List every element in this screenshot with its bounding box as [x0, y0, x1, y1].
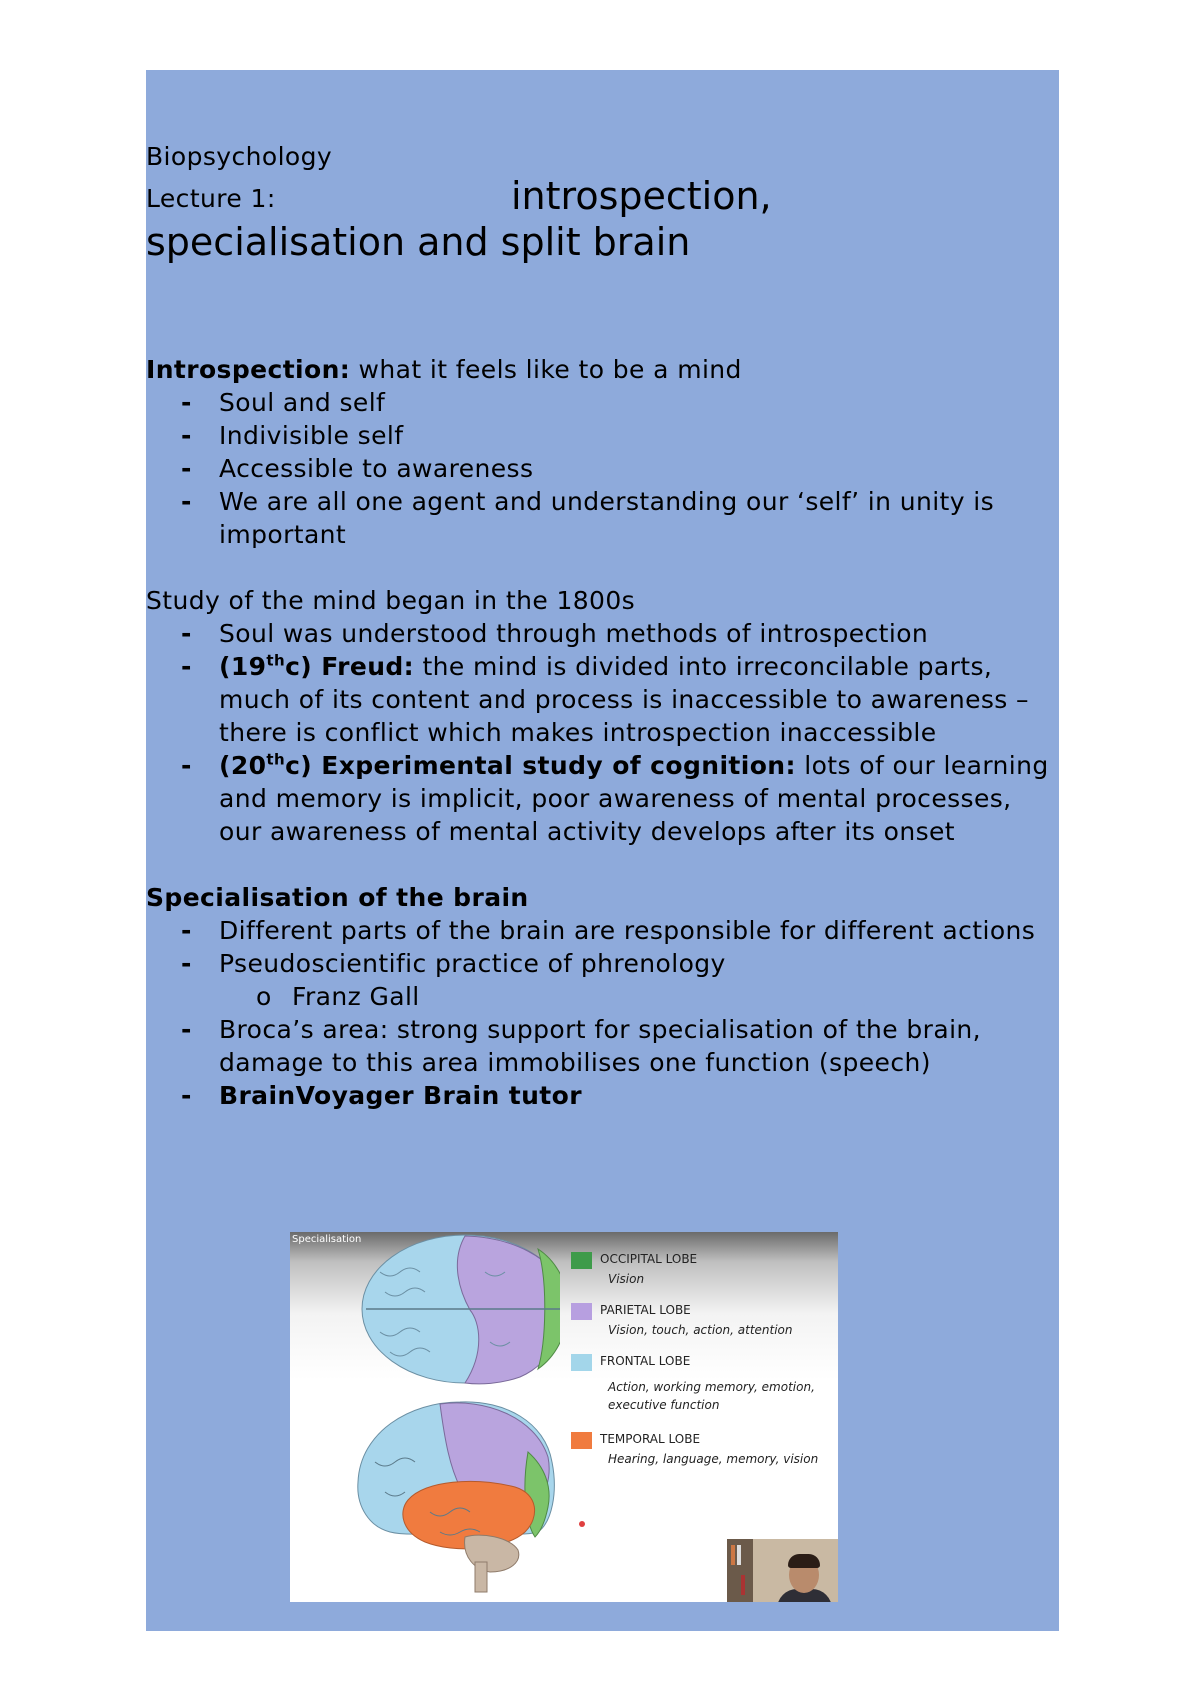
legend-lobe-function: Hearing, language, memory, vision [608, 1452, 819, 1466]
legend-lobe-function: Vision, touch, action, attention [608, 1323, 793, 1337]
dash-bullet: - [181, 619, 192, 648]
list-item-freud [146, 650, 1059, 749]
dash-bullet: - [181, 388, 192, 417]
study-intro: Study of the mind began in the 1800s [146, 586, 636, 615]
legend-lobe-name: TEMPORAL LOBE [600, 1432, 701, 1446]
circle-bullet: o [256, 982, 272, 1011]
list-item-text: Franz Gall [292, 982, 420, 1011]
study-list [146, 617, 1059, 848]
specialisation-list [146, 914, 1059, 1112]
century-label: (19 [219, 652, 267, 681]
list-item-text: lots of our learning and memory is implicit, poor awareness of mental processes, our awareness of mental activity develops after its onset [219, 751, 1049, 846]
introspection-definition: what it feels like to be a mind [350, 355, 742, 384]
brain-illustration [290, 1232, 560, 1602]
dash-bullet: - [181, 949, 192, 978]
course-title: Biopsychology [146, 142, 333, 171]
list-item [146, 419, 1059, 452]
list-item-text: BrainVoyager Brain tutor [219, 1081, 582, 1110]
parietal-swatch [571, 1303, 592, 1320]
experimental-label: c) Experimental study of cognition: [285, 751, 796, 780]
laser-pointer-dot [579, 1521, 585, 1527]
legend-lobe-function: Vision [608, 1272, 645, 1286]
occipital-swatch [571, 1252, 592, 1269]
list-item [146, 1079, 1059, 1112]
list-item [146, 914, 1059, 947]
list-item [146, 485, 1059, 551]
legend-lobe-function: Action, working memory, emotion, executive function [608, 1380, 815, 1412]
lecture-title-part1: introspection, [511, 174, 772, 218]
list-item [146, 452, 1059, 485]
list-item [146, 386, 1059, 419]
freud-label: c) Freud: [285, 652, 415, 681]
ordinal-suffix: th [266, 750, 286, 769]
brain-lobes-figure [290, 1232, 838, 1602]
sub-list [146, 980, 1059, 1013]
list-item [146, 1013, 1059, 1079]
introspection-heading [146, 353, 1059, 386]
dash-bullet: - [181, 916, 192, 945]
list-item-text: Broca’s area: strong support for specialisation of the brain, damage to this area immobilises one function (speech) [219, 1015, 982, 1077]
dash-bullet: - [181, 751, 192, 780]
list-item [146, 617, 1059, 650]
dash-bullet: - [181, 1081, 192, 1110]
brain-side-view [358, 1402, 555, 1592]
webcam-thumbnail [727, 1539, 838, 1602]
introspection-list [146, 386, 1059, 551]
list-item-experimental [146, 749, 1059, 848]
list-item-text: We are all one agent and understanding our ‘self’ in unity is important [219, 487, 995, 549]
frontal-swatch [571, 1354, 592, 1371]
list-item-text: Accessible to awareness [219, 454, 534, 483]
dash-bullet: - [181, 652, 192, 681]
specialisation-heading: Specialisation of the brain [146, 883, 529, 912]
bookshelf [727, 1539, 753, 1602]
legend-lobe-name: PARIETAL LOBE [600, 1303, 691, 1317]
list-item-text: Soul was understood through methods of introspection [219, 619, 929, 648]
list-item-text: Different parts of the brain are responsible for different actions [219, 916, 1036, 945]
list-item-text: the mind is divided into irreconcilable parts, much of its content and process is inaccessible to awareness – there is conflict which makes introspection inaccessible [219, 652, 1029, 747]
temporal-swatch [571, 1432, 592, 1449]
introspection-term: Introspection: [146, 355, 351, 384]
dash-bullet: - [181, 487, 192, 516]
list-item-text: Soul and self [219, 388, 386, 417]
lecture-title-part2: specialisation and split brain [146, 220, 691, 264]
ordinal-suffix: th [266, 651, 286, 670]
legend-lobe-name: OCCIPITAL LOBE [600, 1252, 698, 1266]
slide-title: Specialisation [292, 1234, 362, 1245]
sub-list-item [146, 980, 1059, 1013]
lecture-label: Lecture 1: [146, 184, 276, 213]
presenter-hair [788, 1554, 820, 1568]
document-content [146, 140, 1059, 1112]
list-item [146, 947, 1059, 1013]
list-item-text: Pseudoscientific practice of phrenology [219, 949, 726, 978]
brain-top-view [362, 1235, 560, 1384]
list-item-text: Indivisible self [219, 421, 404, 450]
century-label: (20 [219, 751, 267, 780]
dash-bullet: - [181, 454, 192, 483]
dash-bullet: - [181, 1015, 192, 1044]
legend-lobe-name: FRONTAL LOBE [600, 1354, 691, 1368]
lecture-heading-row [146, 173, 1059, 219]
dash-bullet: - [181, 421, 192, 450]
